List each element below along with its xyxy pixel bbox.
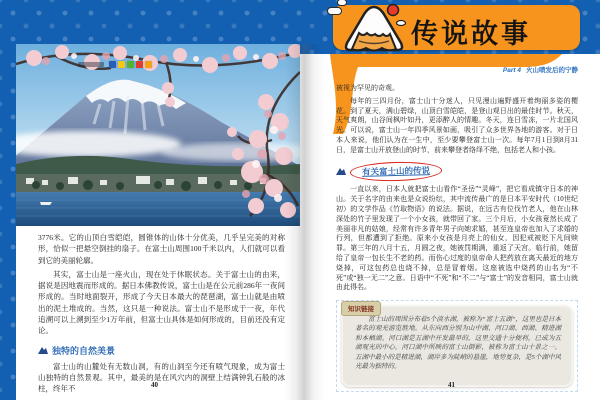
- watermark-chip: [118, 61, 125, 68]
- photo-watermark: [78, 61, 152, 68]
- page-number-left: 40: [151, 381, 158, 389]
- section-heading-label: 独特的自然美景: [52, 345, 116, 356]
- knowledge-box-card: [341, 305, 573, 387]
- cloud-icon: [397, 21, 406, 26]
- section-heading-label: 有关富士山的传说: [361, 164, 431, 177]
- paragraph: 每年的三四月份，富士山十分迷人，只见漫山遍野盛开着绚丽多姿的樱花。到了夏天，满山碧绿，山顶白雪皑皑，是登山观日出的最佳时节。秋天，天气爽朗，山谷间枫叶如丹，更添醉人的情趣。冬天，连日雪冻，一片北国风光。可以说，富士山一年四季风景如画，吸引了众多世界各地的游客。对于日本人来说，他们认为在一生中，至少要攀登富士山一次。每年7月1日到8月31日，是富士山开放登山的时节，前来攀登者络绎不绝，包括老人和小孩。: [336, 96, 578, 154]
- mountain-icon: [336, 167, 346, 175]
- right-page: [300, 54, 600, 400]
- boat: [40, 202, 52, 205]
- paragraph: 被视为罕见的奇观。: [336, 84, 399, 92]
- sun-icon: [388, 5, 399, 16]
- paragraph: 3776米。它的山顶白雪皑皑，圆锥体的山体十分优美，几乎呈完美的对称形，恰似一把悬空倒挂的扇子。在富士山周围100千米以内，人们就可以看到它的美丽轮廓。: [38, 233, 285, 265]
- knowledge-box-text: 富士山的周围分布着5个淡水湖，被称为“富士五湖”，这里也是日本著名的观光游览胜地。从东向西分别为山中湖、河口湖、西湖、精进湖和本栖湖。河口湖是五湖中开发最早的，这里交通十分便利，已成为五湖观光的中心。河口湖中所映的富士山倒影，被称为富士山十景之一。五湖中最小的是精进湖，湖岸多为陡峭的悬崖，地势复杂，是5个湖中风光最为独特的。: [355, 316, 561, 371]
- paragraph: 一直以来，日本人就把富士山看作“圣岳”“灵峰”，把它看成镇守日本的神山。关于名字的由来也是众说纷纭，其中流传最广的是日本平安时代（10世纪初）的文学作品《竹取物语》的说法。据说，在远古有位伐竹老人，他在山林深处的竹子里发现了一个小女孩，就带回了家。三个月后，小女孩竟然长成了美丽非凡的姑娘，经常有许多青年男子向她求婚，甚至连皇帝也加入了求婚的行列，但都遭到了拒绝。原来小女孩是月亮上的仙女，因犯戒被贬下凡间赎罪。第三年的八月十五，月圆之夜，她被罚期满，重返了天宫。临行前，她留给了皇帝一包长生不老的药。而伤心过度的皇帝命人把药放在离天最近的地方烧掉，可这包药总也烧不掉，总是冒着烟。这座被选中烧药的山名为“不死”或“独一无二”之意。日语中“不死”和“不二”与“富士”的发音相同，富士山就由此得名。: [336, 185, 578, 292]
- watermark-chip: [136, 61, 143, 68]
- cloud-icon: [337, 0, 347, 6]
- right-page-body: [336, 84, 578, 296]
- section-heading-legend: [336, 162, 578, 181]
- banner-title: 传说故事: [411, 19, 531, 49]
- knowledge-box-label: 知识链接: [341, 301, 381, 316]
- chapter-title: 火山喷发后的宁静: [526, 67, 578, 74]
- left-page-body: [38, 232, 285, 398]
- watermark-chip: [145, 61, 152, 68]
- fuji-cartoon-icon: [341, 1, 407, 60]
- section-heading-natural-scenery: [38, 344, 285, 357]
- cloud-icon: [327, 7, 342, 15]
- fuji-photo: [16, 44, 300, 226]
- paragraph: 其实，富士山是一座火山，现在处于休眠状态。关于富士山的由来，据说是因地震而形成的。据日本佛教传说，富士山是在公元前286年一夜间形成的。当时地面裂开，形成了今天日本最大的琵琶湖，富士山就是由喷出的泥土堆成的。当然，这只是一种说法。富士山不是形成于一夜，年代追溯可以上溯到至少1万年前，但富士山具体是如何形成的，目前还没有定论。: [38, 269, 285, 336]
- red-circle-annotation: [350, 160, 442, 181]
- knowledge-box: [336, 300, 578, 392]
- mountain-icon: [38, 346, 48, 354]
- page-number-right: 41: [448, 381, 455, 389]
- paragraph: 富士山的山麓处有无数山洞，有的山洞至今还有喷气现象，成为富士山独特的自然景观。其中，最美的是在风穴内的洞壁上结满钟乳石般的冰柱，终年不: [38, 361, 285, 394]
- left-page: [16, 44, 300, 400]
- part-label: Part 4: [502, 67, 521, 74]
- fuji-photo-art: [16, 44, 300, 226]
- legend-story-banner: [333, 5, 580, 50]
- watermark-chip: [127, 61, 134, 68]
- chapter-header: [503, 65, 578, 74]
- photo-watermark-chips: [109, 61, 152, 68]
- photo-watermark-text: [78, 62, 104, 67]
- watermark-chip: [109, 61, 116, 68]
